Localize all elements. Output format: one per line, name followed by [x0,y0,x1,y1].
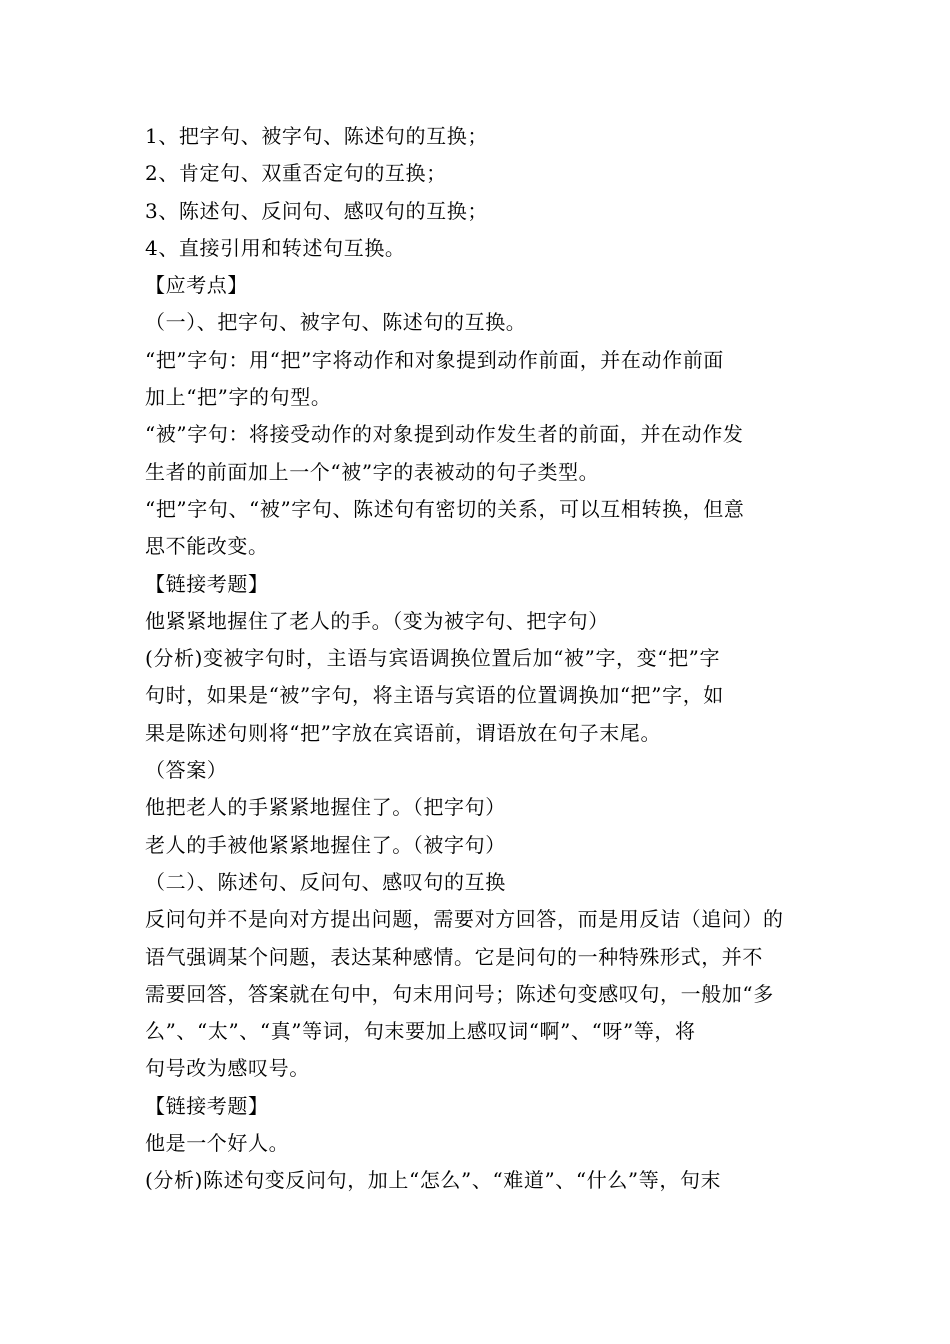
rhetorical-question-explanation-line-2: 语气强调某个问题，表达某种感情。它是问句的一种特殊形式，并不 [145,944,763,969]
section-heading-linked-question-2: 【链接考题】 [145,1093,269,1118]
relationship-note-line-2: 思不能改变。 [145,534,269,559]
rhetorical-question-explanation-line-3: 需要回答，答案就在句中，句末用问号；陈述句变感叹句，一般加“多 [145,981,774,1006]
section-heading-linked-question-1: 【链接考题】 [145,571,269,596]
ba-sentence-definition-line-1: “把”字句：用“把”字将动作和对象提到动作前面，并在动作前面 [145,347,724,372]
bei-sentence-definition-line-2: 生者的前面加上一个“被”字的表被动的句子类型。 [145,459,600,484]
question-2-text: 他是一个好人。 [145,1131,290,1156]
analysis-1-line-3: 果是陈述句则将“把”字放在宾语前，谓语放在句子末尾。 [145,720,662,745]
question-1-text: 他紧紧地握住了老人的手。（变为被字句、把字句） [145,608,609,633]
analysis-2-line-1: (分析)陈述句变反问句，加上“怎么”、“难道”、“什么”等，句末 [145,1168,722,1193]
list-item-3: 3、陈述句、反问句、感叹句的互换； [145,198,488,223]
list-item-2: 2、肯定句、双重否定句的互换； [145,161,447,186]
analysis-1-line-2: 句时，如果是“被”字句，将主语与宾语的位置调换加“把”字，如 [145,683,724,708]
answer-ba-sentence: 他把老人的手紧紧地握住了。（把字句） [145,795,506,820]
relationship-note-line-1: “把”字句、“被”字句、陈述句有密切的关系，可以互相转换，但意 [145,496,745,521]
bei-sentence-definition-line-1: “被”字句：将接受动作的对象提到动作发生者的前面，并在动作发 [145,422,744,447]
answer-label: （答案） [145,758,228,783]
list-item-4: 4、直接引用和转述句互换。 [145,235,406,260]
document-page [145,118,810,1200]
rhetorical-question-explanation-line-4: 么”、“太”、“真”等词，句末要加上感叹词“啊”、“呀”等，将 [145,1019,696,1044]
ba-sentence-definition-line-2: 加上“把”字的句型。 [145,385,332,410]
section-heading-key-points: 【应考点】 [145,273,248,298]
subsection-heading-1: （一）、把字句、被字句、陈述句的互换。 [145,310,527,335]
answer-bei-sentence: 老人的手被他紧紧地握住了。（被字句） [145,832,506,857]
subsection-heading-2: （二）、陈述句、反问句、感叹句的互换 [145,869,506,894]
rhetorical-question-explanation-line-1: 反问句并不是向对方提出问题，需要对方回答，而是用反诘（追问）的 [145,907,784,932]
list-item-1: 1、把字句、被字句、陈述句的互换； [145,124,488,148]
rhetorical-question-explanation-line-5: 句号改为感叹号。 [145,1056,310,1081]
analysis-1-line-1: (分析)变被字句时，主语与宾语调换位置后加“被”字，变“把”字 [145,646,721,671]
